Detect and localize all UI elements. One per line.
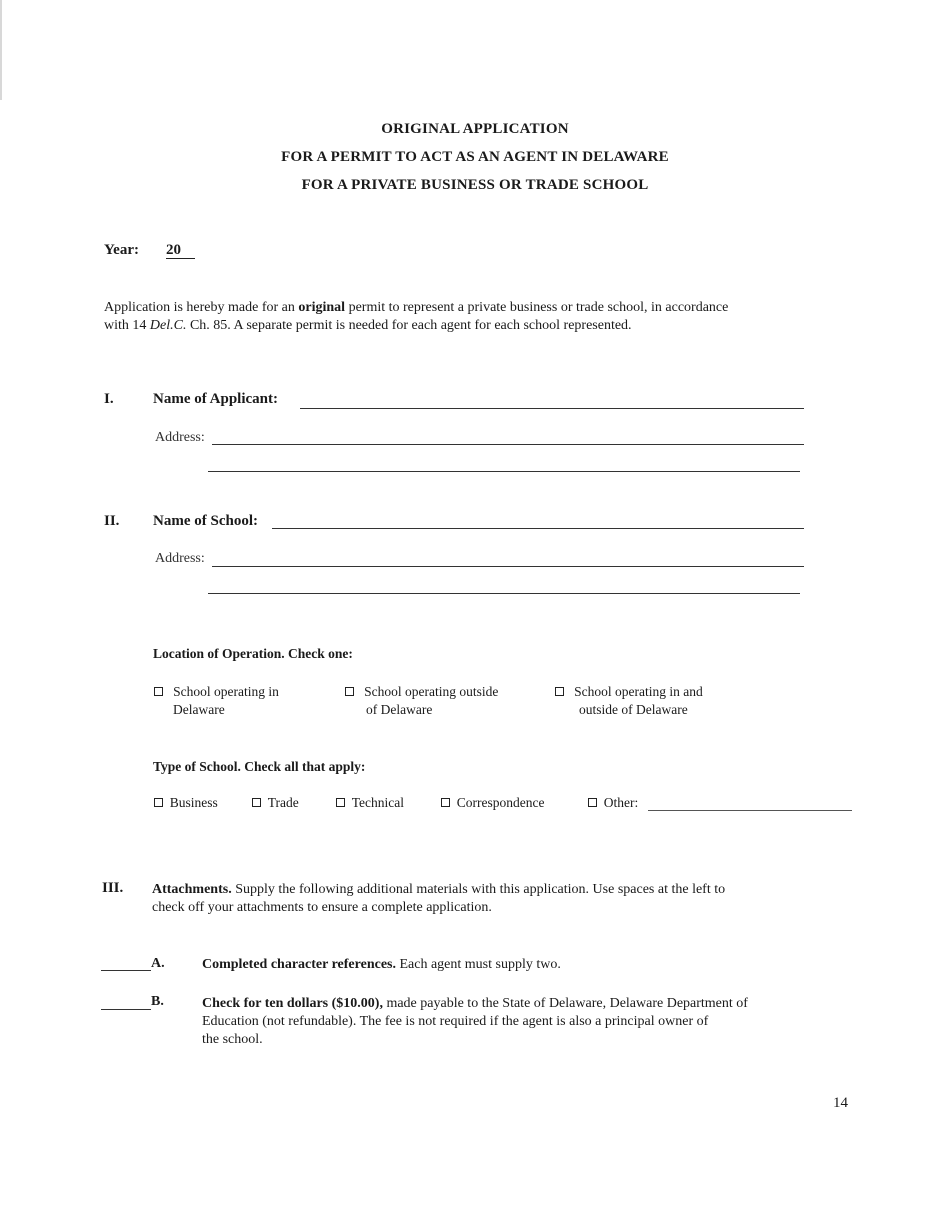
type-technical-label: Technical [351, 795, 405, 810]
attachment-b-checkoff[interactable] [101, 1009, 151, 1010]
year-field[interactable] [166, 242, 195, 259]
type-option-correspondence[interactable] [441, 795, 544, 811]
checkbox-technical[interactable] [336, 798, 345, 807]
type-trade-label: Trade [267, 795, 299, 810]
location-option-outside-delaware-label-2: of Delaware [366, 702, 433, 717]
form-title-line-1: ORIGINAL APPLICATION [381, 121, 569, 137]
checkbox-business[interactable] [154, 798, 163, 807]
section-3-numeral: III. [102, 880, 124, 896]
checkbox-in-delaware[interactable] [154, 687, 163, 696]
school-name-field[interactable] [272, 528, 804, 529]
checkbox-in-and-outside[interactable] [555, 687, 564, 696]
school-address-field-2[interactable] [208, 593, 800, 594]
applicant-address-label: Address: [155, 430, 205, 445]
location-option-in-delaware[interactable] [154, 683, 279, 719]
intro-bold-original: original [298, 300, 346, 315]
location-option-in-and-outside[interactable] [555, 683, 703, 719]
type-other-field[interactable] [648, 810, 852, 811]
attachment-b-letter: B. [151, 994, 164, 1009]
attachment-b-text-3: the school. [202, 1032, 263, 1047]
applicant-address-field-1[interactable] [212, 444, 804, 445]
type-option-other[interactable] [588, 795, 638, 811]
attachment-b-description [202, 995, 862, 1049]
year-value: 20 [166, 242, 195, 259]
attachment-b-text-2: Education (not refundable). The fee is not required if the agent is also a principal owner of [202, 1014, 709, 1029]
section-2-numeral: II. [104, 513, 120, 529]
attachment-a-letter: A. [151, 956, 165, 971]
checkbox-outside-delaware[interactable] [345, 687, 354, 696]
checkbox-other[interactable] [588, 798, 597, 807]
location-heading: Location of Operation. Check one: [153, 646, 353, 661]
intro-text-2b: Ch. 85. A separate permit is needed for each agent for each school represented. [186, 318, 632, 333]
school-address-label: Address: [155, 551, 205, 566]
attachment-a-title: Completed character references. [202, 957, 396, 972]
intro-paragraph [104, 299, 844, 335]
applicant-name-label: Name of Applicant: [153, 391, 278, 407]
type-option-trade[interactable] [252, 795, 299, 811]
school-type-heading: Type of School. Check all that apply: [153, 759, 366, 774]
form-title-line-3: FOR A PRIVATE BUSINESS OR TRADE SCHOOL [301, 177, 649, 193]
attachment-a-text: Each agent must supply two. [395, 957, 561, 972]
checkbox-correspondence[interactable] [441, 798, 450, 807]
type-correspondence-label: Correspondence [456, 795, 545, 810]
location-option-outside-delaware-label-1: School operating outside [364, 684, 499, 699]
intro-text-rest: permit to represent a private business or trade school, in accordance [345, 300, 729, 315]
attachment-b-title: Check for ten dollars ($10.00), [202, 996, 383, 1011]
type-option-technical[interactable] [336, 795, 404, 811]
attachments-text-1: Supply the following additional materials with this application. Use spaces at the left to [231, 882, 726, 897]
year-label: Year: [104, 242, 139, 258]
intro-text-2a: with 14 [104, 318, 150, 333]
intro-citation: Del.C. [149, 318, 187, 333]
checkbox-trade[interactable] [252, 798, 261, 807]
attachments-instructions [152, 881, 852, 917]
attachments-text-2: check off your attachments to ensure a complete application. [152, 900, 492, 915]
attachment-b-text-1: made payable to the State of Delaware, Delaware Department of [382, 996, 748, 1011]
attachment-a-checkoff[interactable] [101, 970, 151, 971]
intro-text: Application is hereby made for an [104, 300, 299, 315]
location-option-in-and-outside-label-1: School operating in and [574, 684, 703, 699]
school-name-label: Name of School: [153, 513, 258, 529]
type-other-label: Other: [603, 795, 639, 810]
location-option-outside-delaware[interactable] [345, 683, 498, 719]
attachments-label: Attachments. [152, 882, 232, 897]
section-1-numeral: I. [104, 391, 114, 407]
applicant-address-field-2[interactable] [208, 471, 800, 472]
applicant-name-field[interactable] [300, 408, 804, 409]
school-address-field-1[interactable] [212, 566, 804, 567]
location-option-in-and-outside-label-2: outside of Delaware [579, 702, 688, 717]
location-option-in-delaware-label-2: Delaware [173, 702, 225, 717]
scan-edge-artifact [0, 0, 2, 100]
form-title-line-2: FOR A PERMIT TO ACT AS AN AGENT IN DELAWARE [281, 149, 669, 165]
type-business-label: Business [169, 795, 218, 810]
type-option-business[interactable] [154, 795, 218, 811]
page-number: 14 [833, 1095, 848, 1111]
location-option-in-delaware-label-1: School operating in [173, 684, 279, 699]
attachment-a-description [202, 957, 561, 973]
